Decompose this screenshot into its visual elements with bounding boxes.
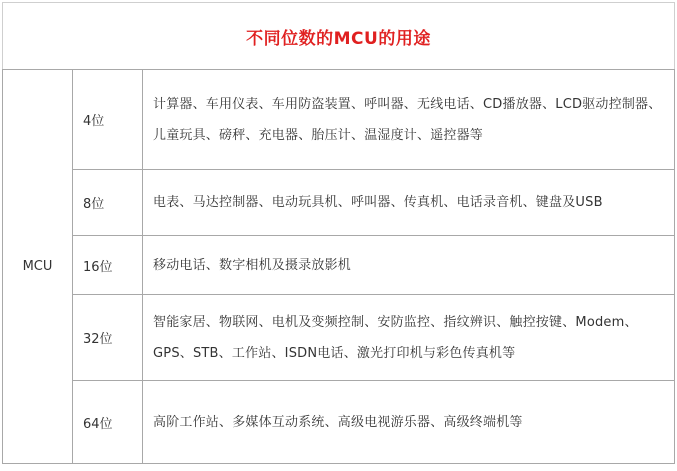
table-row: [3, 170, 675, 236]
usage-cell: 移动电话、数字相机及摄录放影机: [143, 236, 675, 295]
table-title: 不同位数的MCU的用途: [246, 28, 431, 49]
bit-width-cell: 8位: [73, 170, 143, 236]
usage-cell: 智能家居、物联网、电机及变频控制、安防监控、指纹辨识、触控按键、Modem、GPS、STB、工作站、ISDN电话、激光打印机与彩色传真机等: [143, 295, 675, 381]
usage-cell: 计算器、车用仪表、车用防盗装置、呼叫器、无线电话、CD播放器、LCD驱动控制器、儿童玩具、磅秤、充电器、胎压计、温湿度计、遥控器等: [143, 70, 675, 170]
table-row: [3, 70, 675, 170]
mcu-group-label: MCU: [3, 70, 73, 464]
bit-width-cell: 32位: [73, 295, 143, 381]
document: [2, 2, 675, 467]
usage-cell: 高阶工作站、多媒体互动系统、高级电视游乐器、高级终端机等: [143, 381, 675, 464]
table-row: [3, 295, 675, 381]
bit-width-cell: 64位: [73, 381, 143, 464]
table-row: [3, 236, 675, 295]
table-row: [3, 381, 675, 464]
bit-width-cell: 4位: [73, 70, 143, 170]
title-header: [2, 2, 675, 70]
usage-cell: 电表、马达控制器、电动玩具机、呼叫器、传真机、电话录音机、键盘及USB: [143, 170, 675, 236]
bit-width-cell: 16位: [73, 236, 143, 295]
mcu-usage-table: [2, 69, 675, 464]
